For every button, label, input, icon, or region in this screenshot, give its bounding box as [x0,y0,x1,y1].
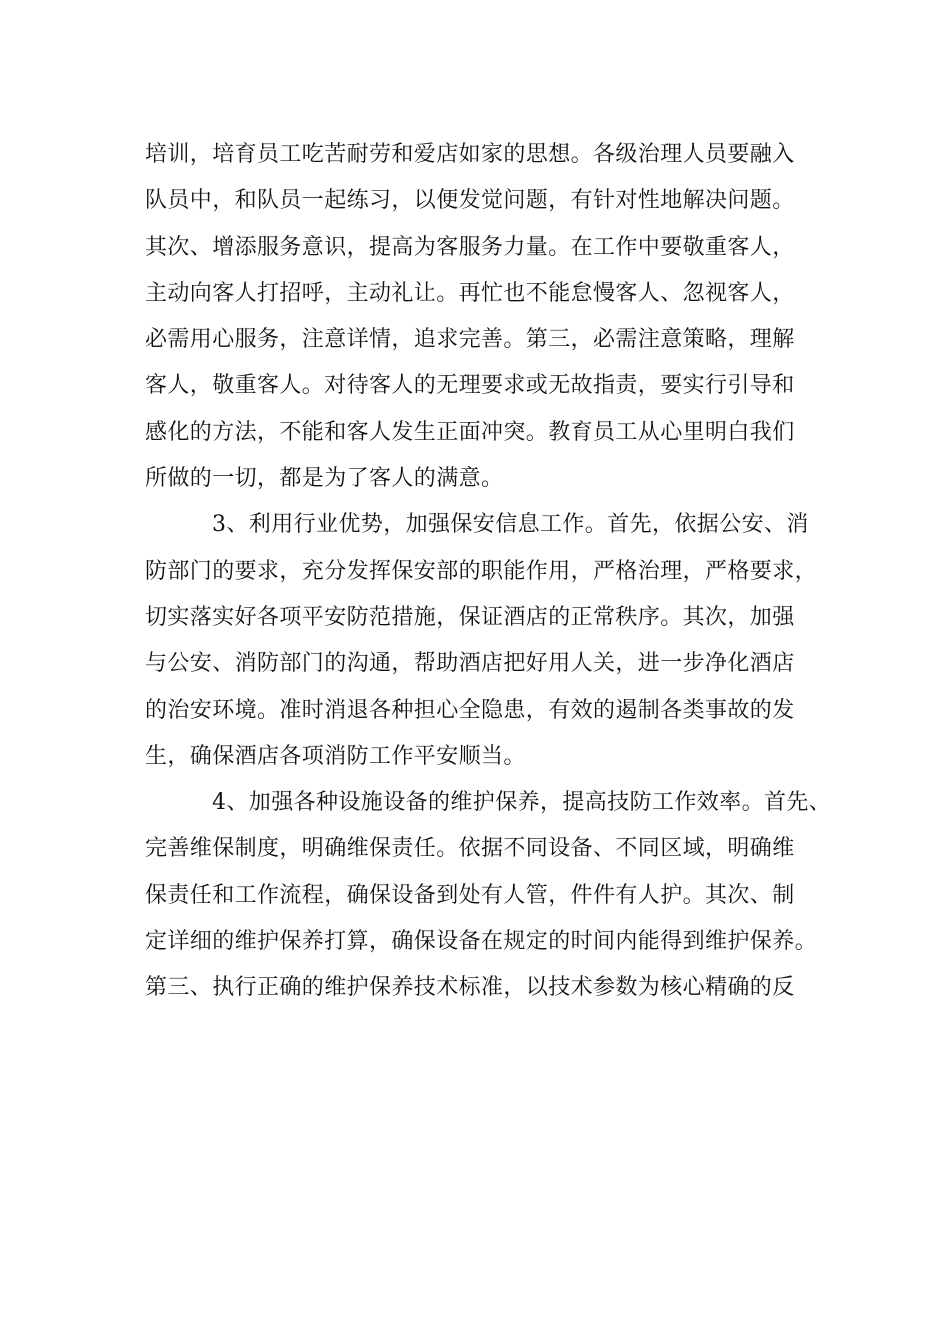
text-line: 的治安环境。准时消退各种担心全隐患，有效的遏制各类事故的发 [145,697,795,723]
body-text [145,132,832,1012]
text-line: 感化的方法，不能和客人发生正面冲突。教育员工从心里明白我们 [145,419,795,445]
text-line: 主动向客人打招呼，主动礼让。再忙也不能怠慢客人、忽视客人， [145,280,795,306]
text-line: 切实落实好各项平安防范措施，保证酒店的正常秩序。其次，加强 [145,604,795,630]
text-line: 其次、增添服务意识，提高为客服务力量。在工作中要敬重客人， [145,234,795,260]
text-line: 3、利用行业优势，加强保安信息工作。首先，依据公安、消 [212,512,809,538]
text-line: 完善维保制度，明确维保责任。依据不同设备、不同区域，明确维 [145,836,795,862]
text-line: 客人，敬重客人。对待客人的无理要求或无故指责，要实行引导和 [145,373,795,399]
text-line: 保责任和工作流程，确保设备到处有人管，件件有人护。其次、制 [145,882,795,908]
text-line: 队员中，和队员一起练习，以便发觉问题，有针对性地解决问题。 [145,188,795,214]
text-line: 培训，培育员工吃苦耐劳和爱店如家的思想。各级治理人员要融入 [145,142,795,167]
text-line: 4、加强各种设施设备的维护保养，提高技防工作效率。首先、 [212,790,832,816]
text-line: 必需用心服务，注意详情，追求完善。第三，必需注意策略，理解 [145,327,795,353]
text-line: 生，确保酒店各项消防工作平安顺当。 [145,743,526,769]
text-line: 定详细的维护保养打算，确保设备在规定的时间内能得到维护保养。 [145,929,818,955]
text-line: 防部门的要求，充分发挥保安部的职能作用，严格治理，严格要求， [145,558,818,584]
text-line: 所做的一切，都是为了客人的满意。 [145,466,504,492]
text-line: 与公安、消防部门的沟通，帮助酒店把好用人关，进一步净化酒店 [145,651,795,677]
text-line: 第三、执行正确的维护保养技术标准，以技术参数为核心精确的反 [145,975,795,1001]
